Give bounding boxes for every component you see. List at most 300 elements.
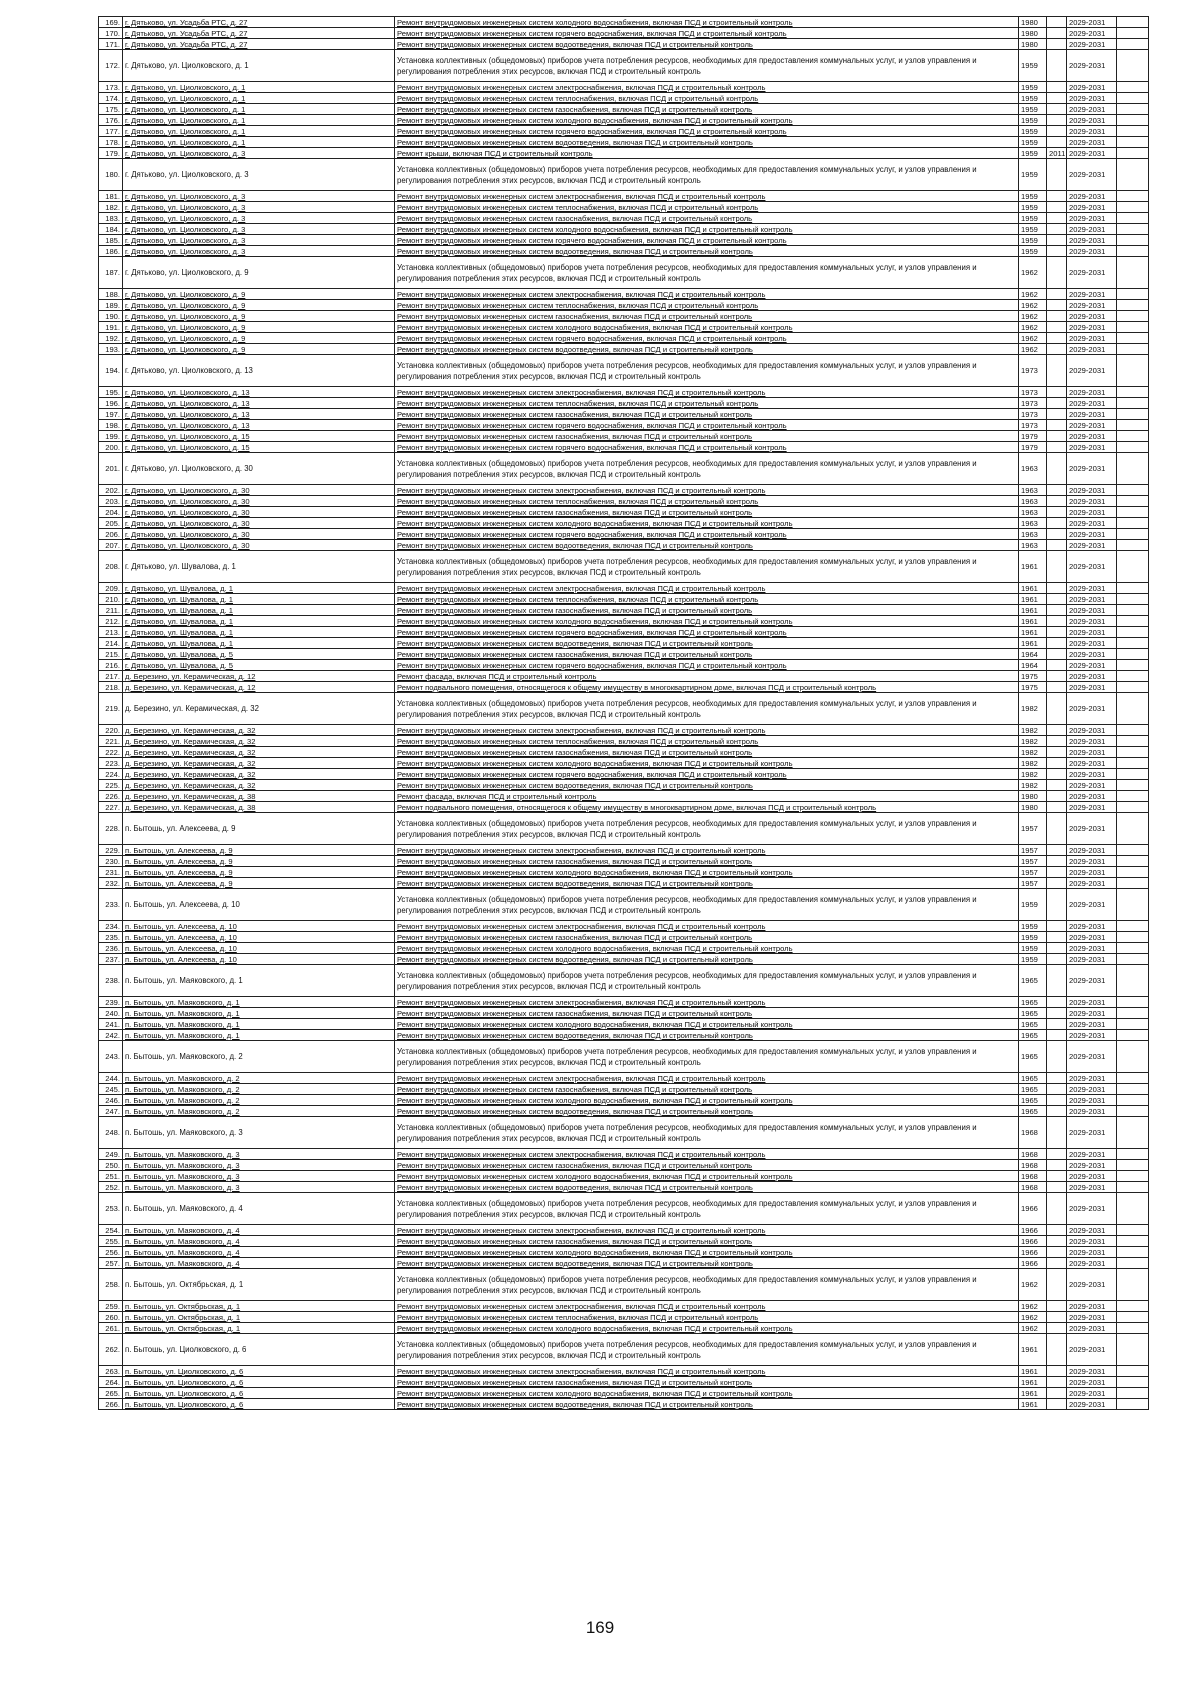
table-row [99,355,1149,387]
planned-period-cell: 2029-2031 [1067,551,1117,583]
work-type-cell: Ремонт крыши, включая ПСД и строительный контроль [395,148,1019,159]
year-built-cell: 1966 [1019,1236,1047,1247]
address-cell: г. Дятьково, ул. Циолковского, д. 3 [123,159,395,191]
address-cell: п. Бытошь, ул. Октябрьская, д. 1 [123,1301,395,1312]
last-repair-year-cell [1047,1030,1067,1041]
table-row [99,1149,1149,1160]
empty-cell [1117,1399,1149,1410]
last-repair-year-cell [1047,1149,1067,1160]
planned-period-cell: 2029-2031 [1067,758,1117,769]
last-repair-year-cell [1047,725,1067,736]
year-built-cell: 1975 [1019,682,1047,693]
empty-cell [1117,736,1149,747]
work-type-cell: Ремонт внутридомовых инженерных систем водоотведения, включая ПСД и строительный контроль [395,1030,1019,1041]
table-row [99,39,1149,50]
address-cell: г. Дятьково, ул. Усадьба РТС, д. 27 [123,17,395,28]
address-cell: г. Дятьково, ул. Циолковского, д. 15 [123,431,395,442]
work-type-cell: Ремонт внутридомовых инженерных систем электроснабжения, включая ПСД и строительный контроль [395,1366,1019,1377]
work-type-cell: Ремонт внутридомовых инженерных систем холодного водоснабжения, включая ПСД и строительный контроль [395,758,1019,769]
work-type-cell: Ремонт внутридомовых инженерных систем электроснабжения, включая ПСД и строительный контроль [395,1149,1019,1160]
year-built-cell: 1980 [1019,791,1047,802]
planned-period-cell: 2029-2031 [1067,1106,1117,1117]
address-cell: п. Бытошь, ул. Маяковского, д. 2 [123,1095,395,1106]
table-row [99,1366,1149,1377]
row-number: 263. [99,1366,123,1377]
planned-period-cell: 2029-2031 [1067,1269,1117,1301]
empty-cell [1117,104,1149,115]
work-type-cell: Ремонт внутридомовых инженерных систем холодного водоснабжения, включая ПСД и строительный контроль [395,224,1019,235]
empty-cell [1117,605,1149,616]
year-built-cell: 1966 [1019,1247,1047,1258]
address-cell: д. Березино, ул. Керамическая, д. 32 [123,747,395,758]
table-row [99,1171,1149,1182]
address-cell: г. Дятьково, ул. Циолковского, д. 1 [123,50,395,82]
table-row [99,1225,1149,1236]
address-cell: п. Бытошь, ул. Алексеева, д. 9 [123,856,395,867]
address-cell: п. Бытошь, ул. Алексеева, д. 9 [123,878,395,889]
address-cell: г. Дятьково, ул. Циолковского, д. 13 [123,387,395,398]
address-cell: п. Бытошь, ул. Маяковского, д. 4 [123,1236,395,1247]
last-repair-year-cell [1047,355,1067,387]
address-cell: д. Березино, ул. Керамическая, д. 12 [123,671,395,682]
planned-period-cell: 2029-2031 [1067,965,1117,997]
planned-period-cell: 2029-2031 [1067,856,1117,867]
year-built-cell: 1982 [1019,758,1047,769]
empty-cell [1117,1008,1149,1019]
empty-cell [1117,355,1149,387]
row-number: 235. [99,932,123,943]
empty-cell [1117,1149,1149,1160]
address-cell: г. Дятьково, ул. Шувалова, д. 1 [123,605,395,616]
planned-period-cell: 2029-2031 [1067,649,1117,660]
planned-period-cell: 2029-2031 [1067,496,1117,507]
planned-period-cell: 2029-2031 [1067,398,1117,409]
planned-period-cell: 2029-2031 [1067,518,1117,529]
row-number: 173. [99,82,123,93]
work-type-cell: Ремонт внутридомовых инженерных систем газоснабжения, включая ПСД и строительный контроль [395,605,1019,616]
empty-cell [1117,769,1149,780]
address-cell: п. Бытошь, ул. Маяковского, д. 4 [123,1258,395,1269]
table-row [99,813,1149,845]
last-repair-year-cell [1047,453,1067,485]
year-built-cell: 1961 [1019,1377,1047,1388]
empty-cell [1117,50,1149,82]
year-built-cell: 1980 [1019,39,1047,50]
row-number: 211. [99,605,123,616]
last-repair-year-cell [1047,921,1067,932]
planned-period-cell: 2029-2031 [1067,889,1117,921]
planned-period-cell: 2029-2031 [1067,344,1117,355]
row-number: 217. [99,671,123,682]
work-type-cell: Установка коллективных (общедомовых) приборов учета потребления ресурсов, необходимых для предоставления коммунальных услуг, и узлов управления и регулирования потребления этих ресурсов, включая ПСД и строительный контроль [395,159,1019,191]
last-repair-year-cell [1047,867,1067,878]
work-type-cell: Ремонт внутридомовых инженерных систем водоотведения, включая ПСД и строительный контроль [395,638,1019,649]
table-row [99,943,1149,954]
table-row [99,1030,1149,1041]
row-number: 221. [99,736,123,747]
work-type-cell: Ремонт внутридомовых инженерных систем электроснабжения, включая ПСД и строительный контроль [395,725,1019,736]
row-number: 249. [99,1149,123,1160]
planned-period-cell: 2029-2031 [1067,529,1117,540]
year-built-cell: 1961 [1019,1334,1047,1366]
planned-period-cell: 2029-2031 [1067,137,1117,148]
planned-period-cell: 2029-2031 [1067,802,1117,813]
work-type-cell: Ремонт внутридомовых инженерных систем теплоснабжения, включая ПСД и строительный контроль [395,398,1019,409]
planned-period-cell: 2029-2031 [1067,235,1117,246]
address-cell: г. Дятьково, ул. Циолковского, д. 30 [123,485,395,496]
last-repair-year-cell [1047,1323,1067,1334]
year-built-cell: 1961 [1019,1366,1047,1377]
year-built-cell: 1961 [1019,605,1047,616]
row-number: 252. [99,1182,123,1193]
year-built-cell: 1973 [1019,355,1047,387]
year-built-cell: 1963 [1019,518,1047,529]
work-type-cell: Ремонт внутридомовых инженерных систем газоснабжения, включая ПСД и строительный контроль [395,507,1019,518]
row-number: 177. [99,126,123,137]
table-row [99,322,1149,333]
year-built-cell: 1964 [1019,649,1047,660]
row-number: 254. [99,1225,123,1236]
work-type-cell: Ремонт внутридомовых инженерных систем холодного водоснабжения, включая ПСД и строительный контроль [395,115,1019,126]
row-number: 262. [99,1334,123,1366]
empty-cell [1117,802,1149,813]
address-cell: г. Дятьково, ул. Шувалова, д. 1 [123,551,395,583]
work-type-cell: Ремонт внутридомовых инженерных систем электроснабжения, включая ПСД и строительный контроль [395,485,1019,496]
empty-cell [1117,191,1149,202]
planned-period-cell: 2029-2031 [1067,693,1117,725]
planned-period-cell: 2029-2031 [1067,104,1117,115]
table-row [99,235,1149,246]
work-type-cell: Ремонт внутридомовых инженерных систем газоснабжения, включая ПСД и строительный контроль [395,213,1019,224]
last-repair-year-cell [1047,954,1067,965]
row-number: 192. [99,333,123,344]
empty-cell [1117,583,1149,594]
empty-cell [1117,496,1149,507]
year-built-cell: 1965 [1019,1008,1047,1019]
planned-period-cell: 2029-2031 [1067,387,1117,398]
planned-period-cell: 2029-2031 [1067,355,1117,387]
last-repair-year-cell [1047,289,1067,300]
planned-period-cell: 2029-2031 [1067,725,1117,736]
empty-cell [1117,1182,1149,1193]
last-repair-year-cell [1047,82,1067,93]
address-cell: г. Дятьково, ул. Циолковского, д. 1 [123,82,395,93]
last-repair-year-cell [1047,1247,1067,1258]
last-repair-year-cell [1047,507,1067,518]
empty-cell [1117,1041,1149,1073]
table-row [99,496,1149,507]
year-built-cell: 1982 [1019,780,1047,791]
table-row [99,1041,1149,1073]
work-type-cell: Ремонт внутридомовых инженерных систем водоотведения, включая ПСД и строительный контроль [395,1399,1019,1410]
table-row [99,1377,1149,1388]
planned-period-cell: 2029-2031 [1067,1095,1117,1106]
empty-cell [1117,300,1149,311]
work-type-cell: Ремонт внутридомовых инженерных систем электроснабжения, включая ПСД и строительный контроль [395,583,1019,594]
row-number: 226. [99,791,123,802]
empty-cell [1117,1225,1149,1236]
table-row [99,1008,1149,1019]
empty-cell [1117,387,1149,398]
work-type-cell: Ремонт внутридомовых инженерных систем газоснабжения, включая ПСД и строительный контроль [395,1008,1019,1019]
year-built-cell: 1966 [1019,1193,1047,1225]
work-type-cell: Ремонт внутридомовых инженерных систем газоснабжения, включая ПСД и строительный контроль [395,856,1019,867]
last-repair-year-cell [1047,1399,1067,1410]
row-number: 233. [99,889,123,921]
address-cell: д. Березино, ул. Керамическая, д. 32 [123,725,395,736]
last-repair-year-cell [1047,671,1067,682]
year-built-cell: 1979 [1019,442,1047,453]
table-row [99,540,1149,551]
year-built-cell: 1965 [1019,1106,1047,1117]
last-repair-year-cell [1047,845,1067,856]
table-row [99,671,1149,682]
address-cell: п. Бытошь, ул. Маяковского, д. 1 [123,1019,395,1030]
empty-cell [1117,28,1149,39]
work-type-cell: Ремонт внутридомовых инженерных систем холодного водоснабжения, включая ПСД и строительный контроль [395,616,1019,627]
work-type-cell: Ремонт внутридомовых инженерных систем водоотведения, включая ПСД и строительный контроль [395,246,1019,257]
table-row [99,1258,1149,1269]
empty-cell [1117,1019,1149,1030]
address-cell: г. Дятьково, ул. Циолковского, д. 3 [123,224,395,235]
row-number: 238. [99,965,123,997]
year-built-cell: 1959 [1019,115,1047,126]
last-repair-year-cell [1047,442,1067,453]
last-repair-year-cell [1047,649,1067,660]
empty-cell [1117,747,1149,758]
address-cell: п. Бытошь, ул. Маяковского, д. 2 [123,1041,395,1073]
work-type-cell: Ремонт внутридомовых инженерных систем холодного водоснабжения, включая ПСД и строительный контроль [395,518,1019,529]
year-built-cell: 1980 [1019,28,1047,39]
row-number: 180. [99,159,123,191]
address-cell: г. Дятьково, ул. Циолковского, д. 3 [123,191,395,202]
empty-cell [1117,921,1149,932]
table-row [99,1073,1149,1084]
work-type-cell: Ремонт внутридомовых инженерных систем газоснабжения, включая ПСД и строительный контроль [395,311,1019,322]
address-cell: п. Бытошь, ул. Циолковского, д. 6 [123,1388,395,1399]
table-row [99,82,1149,93]
work-type-cell: Ремонт внутридомовых инженерных систем горячего водоснабжения, включая ПСД и строительный контроль [395,420,1019,431]
address-cell: д. Березино, ул. Керамическая, д. 38 [123,791,395,802]
empty-cell [1117,594,1149,605]
row-number: 248. [99,1117,123,1149]
table-row [99,1334,1149,1366]
address-cell: п. Бытошь, ул. Маяковского, д. 1 [123,965,395,997]
year-built-cell: 1961 [1019,1399,1047,1410]
table-row [99,878,1149,889]
address-cell: г. Дятьково, ул. Циолковского, д. 9 [123,333,395,344]
last-repair-year-cell: 2011 [1047,148,1067,159]
work-type-cell: Ремонт внутридомовых инженерных систем холодного водоснабжения, включая ПСД и строительный контроль [395,322,1019,333]
row-number: 219. [99,693,123,725]
work-type-cell: Ремонт внутридомовых инженерных систем холодного водоснабжения, включая ПСД и строительный контроль [395,867,1019,878]
last-repair-year-cell [1047,28,1067,39]
work-type-cell: Ремонт внутридомовых инженерных систем холодного водоснабжения, включая ПСД и строительный контроль [395,1323,1019,1334]
address-cell: г. Дятьково, ул. Циолковского, д. 30 [123,496,395,507]
last-repair-year-cell [1047,1269,1067,1301]
empty-cell [1117,1312,1149,1323]
table-row [99,17,1149,28]
address-cell: г. Дятьково, ул. Циолковского, д. 1 [123,93,395,104]
table-row [99,1269,1149,1301]
row-number: 222. [99,747,123,758]
year-built-cell: 1959 [1019,148,1047,159]
year-built-cell: 1968 [1019,1171,1047,1182]
last-repair-year-cell [1047,932,1067,943]
planned-period-cell: 2029-2031 [1067,1084,1117,1095]
address-cell: п. Бытошь, ул. Маяковского, д. 1 [123,1008,395,1019]
work-type-cell: Ремонт внутридомовых инженерных систем водоотведения, включая ПСД и строительный контроль [395,878,1019,889]
table-row [99,627,1149,638]
empty-cell [1117,780,1149,791]
empty-cell [1117,213,1149,224]
last-repair-year-cell [1047,257,1067,289]
work-type-cell: Установка коллективных (общедомовых) приборов учета потребления ресурсов, необходимых для предоставления коммунальных услуг, и узлов управления и регулирования потребления этих ресурсов, включая ПСД и строительный контроль [395,453,1019,485]
empty-cell [1117,1236,1149,1247]
last-repair-year-cell [1047,1236,1067,1247]
work-type-cell: Ремонт внутридомовых инженерных систем горячего водоснабжения, включая ПСД и строительный контроль [395,627,1019,638]
last-repair-year-cell [1047,1073,1067,1084]
address-cell: п. Бытошь, ул. Алексеева, д. 9 [123,845,395,856]
last-repair-year-cell [1047,409,1067,420]
last-repair-year-cell [1047,1171,1067,1182]
year-built-cell: 1966 [1019,1258,1047,1269]
planned-period-cell: 2029-2031 [1067,1193,1117,1225]
work-type-cell: Ремонт внутридомовых инженерных систем электроснабжения, включая ПСД и строительный контроль [395,845,1019,856]
planned-period-cell: 2029-2031 [1067,191,1117,202]
work-type-cell: Установка коллективных (общедомовых) приборов учета потребления ресурсов, необходимых для предоставления коммунальных услуг, и узлов управления и регулирования потребления этих ресурсов, включая ПСД и строительный контроль [395,1117,1019,1149]
year-built-cell: 1957 [1019,867,1047,878]
year-built-cell: 1979 [1019,431,1047,442]
planned-period-cell: 2029-2031 [1067,126,1117,137]
row-number: 206. [99,529,123,540]
empty-cell [1117,235,1149,246]
row-number: 259. [99,1301,123,1312]
work-type-cell: Установка коллективных (общедомовых) приборов учета потребления ресурсов, необходимых для предоставления коммунальных услуг, и узлов управления и регулирования потребления этих ресурсов, включая ПСД и строительный контроль [395,1193,1019,1225]
row-number: 261. [99,1323,123,1334]
address-cell: г. Дятьково, ул. Циолковского, д. 30 [123,453,395,485]
planned-period-cell: 2029-2031 [1067,322,1117,333]
row-number: 215. [99,649,123,660]
last-repair-year-cell [1047,17,1067,28]
planned-period-cell: 2029-2031 [1067,638,1117,649]
last-repair-year-cell [1047,1008,1067,1019]
address-cell: г. Дятьково, ул. Шувалова, д. 1 [123,594,395,605]
year-built-cell: 1961 [1019,627,1047,638]
empty-cell [1117,627,1149,638]
table-row [99,583,1149,594]
last-repair-year-cell [1047,878,1067,889]
empty-cell [1117,1171,1149,1182]
empty-cell [1117,1106,1149,1117]
address-cell: г. Дятьково, ул. Циолковского, д. 9 [123,344,395,355]
table-body [99,17,1149,1410]
year-built-cell: 1968 [1019,1117,1047,1149]
address-cell: п. Бытошь, ул. Октябрьская, д. 1 [123,1269,395,1301]
address-cell: г. Дятьково, ул. Циолковского, д. 15 [123,442,395,453]
row-number: 216. [99,660,123,671]
work-type-cell: Ремонт подвального помещения, относящегося к общему имуществу в многоквартирном доме, включая ПСД и строительный контроль [395,682,1019,693]
address-cell: п. Бытошь, ул. Октябрьская, д. 1 [123,1323,395,1334]
work-type-cell: Установка коллективных (общедомовых) приборов учета потребления ресурсов, необходимых для предоставления коммунальных услуг, и узлов управления и регулирования потребления этих ресурсов, включая ПСД и строительный контроль [395,355,1019,387]
table-row [99,104,1149,115]
table-row [99,1019,1149,1030]
last-repair-year-cell [1047,1084,1067,1095]
empty-cell [1117,997,1149,1008]
work-type-cell: Ремонт внутридомовых инженерных систем электроснабжения, включая ПСД и строительный контроль [395,82,1019,93]
table-row [99,409,1149,420]
last-repair-year-cell [1047,551,1067,583]
empty-cell [1117,758,1149,769]
planned-period-cell: 2029-2031 [1067,39,1117,50]
planned-period-cell: 2029-2031 [1067,289,1117,300]
year-built-cell: 1968 [1019,1149,1047,1160]
table-row [99,921,1149,932]
address-cell: д. Березино, ул. Керамическая, д. 32 [123,758,395,769]
planned-period-cell: 2029-2031 [1067,28,1117,39]
work-type-cell: Ремонт внутридомовых инженерных систем теплоснабжения, включая ПСД и строительный контроль [395,93,1019,104]
planned-period-cell: 2029-2031 [1067,224,1117,235]
table-row [99,965,1149,997]
address-cell: г. Дятьково, ул. Циолковского, д. 13 [123,355,395,387]
last-repair-year-cell [1047,137,1067,148]
work-type-cell: Ремонт внутридомовых инженерных систем газоснабжения, включая ПСД и строительный контроль [395,1236,1019,1247]
row-number: 183. [99,213,123,224]
year-built-cell: 1965 [1019,1019,1047,1030]
row-number: 265. [99,1388,123,1399]
table-row [99,616,1149,627]
row-number: 255. [99,1236,123,1247]
row-number: 208. [99,551,123,583]
address-cell: г. Дятьково, ул. Циолковского, д. 1 [123,104,395,115]
empty-cell [1117,1247,1149,1258]
empty-cell [1117,671,1149,682]
year-built-cell: 1959 [1019,235,1047,246]
empty-cell [1117,311,1149,322]
year-built-cell: 1957 [1019,856,1047,867]
table-row [99,1084,1149,1095]
last-repair-year-cell [1047,594,1067,605]
row-number: 171. [99,39,123,50]
row-number: 190. [99,311,123,322]
work-type-cell: Ремонт внутридомовых инженерных систем водоотведения, включая ПСД и строительный контроль [395,1258,1019,1269]
last-repair-year-cell [1047,300,1067,311]
planned-period-cell: 2029-2031 [1067,1041,1117,1073]
last-repair-year-cell [1047,485,1067,496]
last-repair-year-cell [1047,802,1067,813]
planned-period-cell: 2029-2031 [1067,82,1117,93]
table-row [99,889,1149,921]
empty-cell [1117,954,1149,965]
table-row [99,725,1149,736]
year-built-cell: 1963 [1019,507,1047,518]
planned-period-cell: 2029-2031 [1067,1388,1117,1399]
year-built-cell: 1962 [1019,311,1047,322]
last-repair-year-cell [1047,1182,1067,1193]
work-type-cell: Ремонт внутридомовых инженерных систем газоснабжения, включая ПСД и строительный контроль [395,409,1019,420]
last-repair-year-cell [1047,1377,1067,1388]
address-cell: г. Дятьково, ул. Циолковского, д. 9 [123,289,395,300]
table-row [99,856,1149,867]
row-number: 229. [99,845,123,856]
address-cell: п. Бытошь, ул. Маяковского, д. 3 [123,1160,395,1171]
table-row [99,1312,1149,1323]
row-number: 191. [99,322,123,333]
last-repair-year-cell [1047,965,1067,997]
work-type-cell: Ремонт внутридомовых инженерных систем газоснабжения, включая ПСД и строительный контроль [395,1160,1019,1171]
table-row [99,791,1149,802]
empty-cell [1117,507,1149,518]
